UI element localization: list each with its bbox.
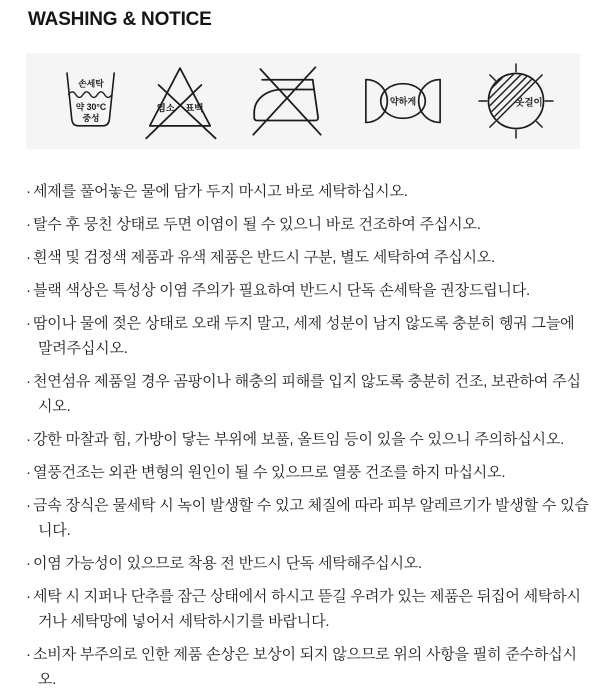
notice-text: 금속 장식은 물세탁 시 녹이 발생할 수 있고 체질에 따라 피부 알레르기가 발생할 수 있습니다. xyxy=(33,497,589,539)
do-not-iron-icon xyxy=(242,62,332,140)
bullet-dot: · xyxy=(26,431,31,448)
notice-item xyxy=(26,584,590,634)
notice-item xyxy=(26,642,590,692)
wring-gently-icon xyxy=(353,68,453,134)
neutral-detergent-label: 중성 xyxy=(82,113,100,123)
notice-item xyxy=(26,551,590,576)
notice-list xyxy=(26,179,590,692)
wash-temp-label: 약 30°C xyxy=(75,101,106,112)
notice-text: 열풍건조는 외관 변형의 원인이 될 수 있으므로 열풍 건조를 하지 마십시오. xyxy=(33,464,506,481)
bullet-dot: · xyxy=(26,216,31,233)
notice-item xyxy=(26,212,590,237)
bullet-dot: · xyxy=(26,249,31,266)
bullet-dot: · xyxy=(26,464,31,481)
notice-text: 강한 마찰과 힘, 가방이 닿는 부위에 보풀, 올트임 등이 있을 수 있으니 주의하십시오. xyxy=(33,431,565,448)
wring-gently-label: 약하게 xyxy=(389,96,416,107)
notice-text: 흰색 및 검정색 제품과 유색 제품은 반드시 구분, 별도 세탁하여 주십시오. xyxy=(33,249,496,266)
washing-notice-section xyxy=(0,9,613,688)
hand-wash-icon xyxy=(47,66,119,136)
notice-item xyxy=(26,311,590,361)
bullet-dot: · xyxy=(26,183,31,200)
notice-item xyxy=(26,427,590,452)
notice-item xyxy=(26,179,590,204)
no-bleach-icon xyxy=(139,61,221,141)
notice-text: 소비자 부주의로 인한 제품 손상은 보상이 되지 않으므로 위의 사항을 필히 준수하십시오. xyxy=(33,646,577,688)
notice-text: 천연섬유 제품일 경우 곰팡이나 해충의 피해를 입지 않도록 충분히 건조, 보관하여 주십시오. xyxy=(33,373,581,415)
notice-item xyxy=(26,460,590,485)
bullet-dot: · xyxy=(26,555,31,572)
notice-text: 이염 가능성이 있으므로 착용 전 반드시 단독 세탁해주십시오. xyxy=(33,555,422,572)
bullet-dot: · xyxy=(26,315,31,332)
bullet-dot: · xyxy=(26,373,31,390)
bullet-dot: · xyxy=(26,588,31,605)
hand-wash-label: 손세탁 xyxy=(77,78,104,89)
chlorine-label: 염소 xyxy=(157,102,176,113)
hanger-label: 옷걸이 xyxy=(515,97,543,109)
notice-item xyxy=(26,493,590,543)
bullet-dot: · xyxy=(26,282,31,299)
notice-item xyxy=(26,245,590,270)
notice-text: 탈수 후 뭉친 상태로 두면 이염이 될 수 있으니 바로 건조하여 주십시오. xyxy=(33,216,481,233)
notice-text: 땀이나 물에 젖은 상태로 오래 두지 말고, 세제 성분이 남지 않도록 충분히 헹궈 그늘에 말려주십시오. xyxy=(33,315,575,357)
notice-item xyxy=(26,369,590,419)
notice-text: 세제를 풀어놓은 물에 담가 두지 마시고 바로 세탁하십시오. xyxy=(33,183,408,200)
notice-text: 블랙 색상은 특성상 이염 주의가 필요하여 반드시 단독 손세탁을 권장드립니다. xyxy=(33,282,530,299)
care-symbol-panel xyxy=(26,53,580,149)
bleach-label: 표백 xyxy=(185,102,204,113)
notice-item xyxy=(26,278,590,303)
notice-text: 세탁 시 지퍼나 단추를 잠근 상태에서 하시고 뜯길 우려가 있는 제품은 뒤집어 세탁하시거나 세탁망에 넣어서 세탁하시기를 바랍니다. xyxy=(33,588,581,630)
bullet-dot: · xyxy=(26,646,31,663)
shade-dry-icon xyxy=(473,58,559,144)
page-title: WASHING & NOTICE xyxy=(28,9,212,30)
bullet-dot: · xyxy=(26,497,31,514)
